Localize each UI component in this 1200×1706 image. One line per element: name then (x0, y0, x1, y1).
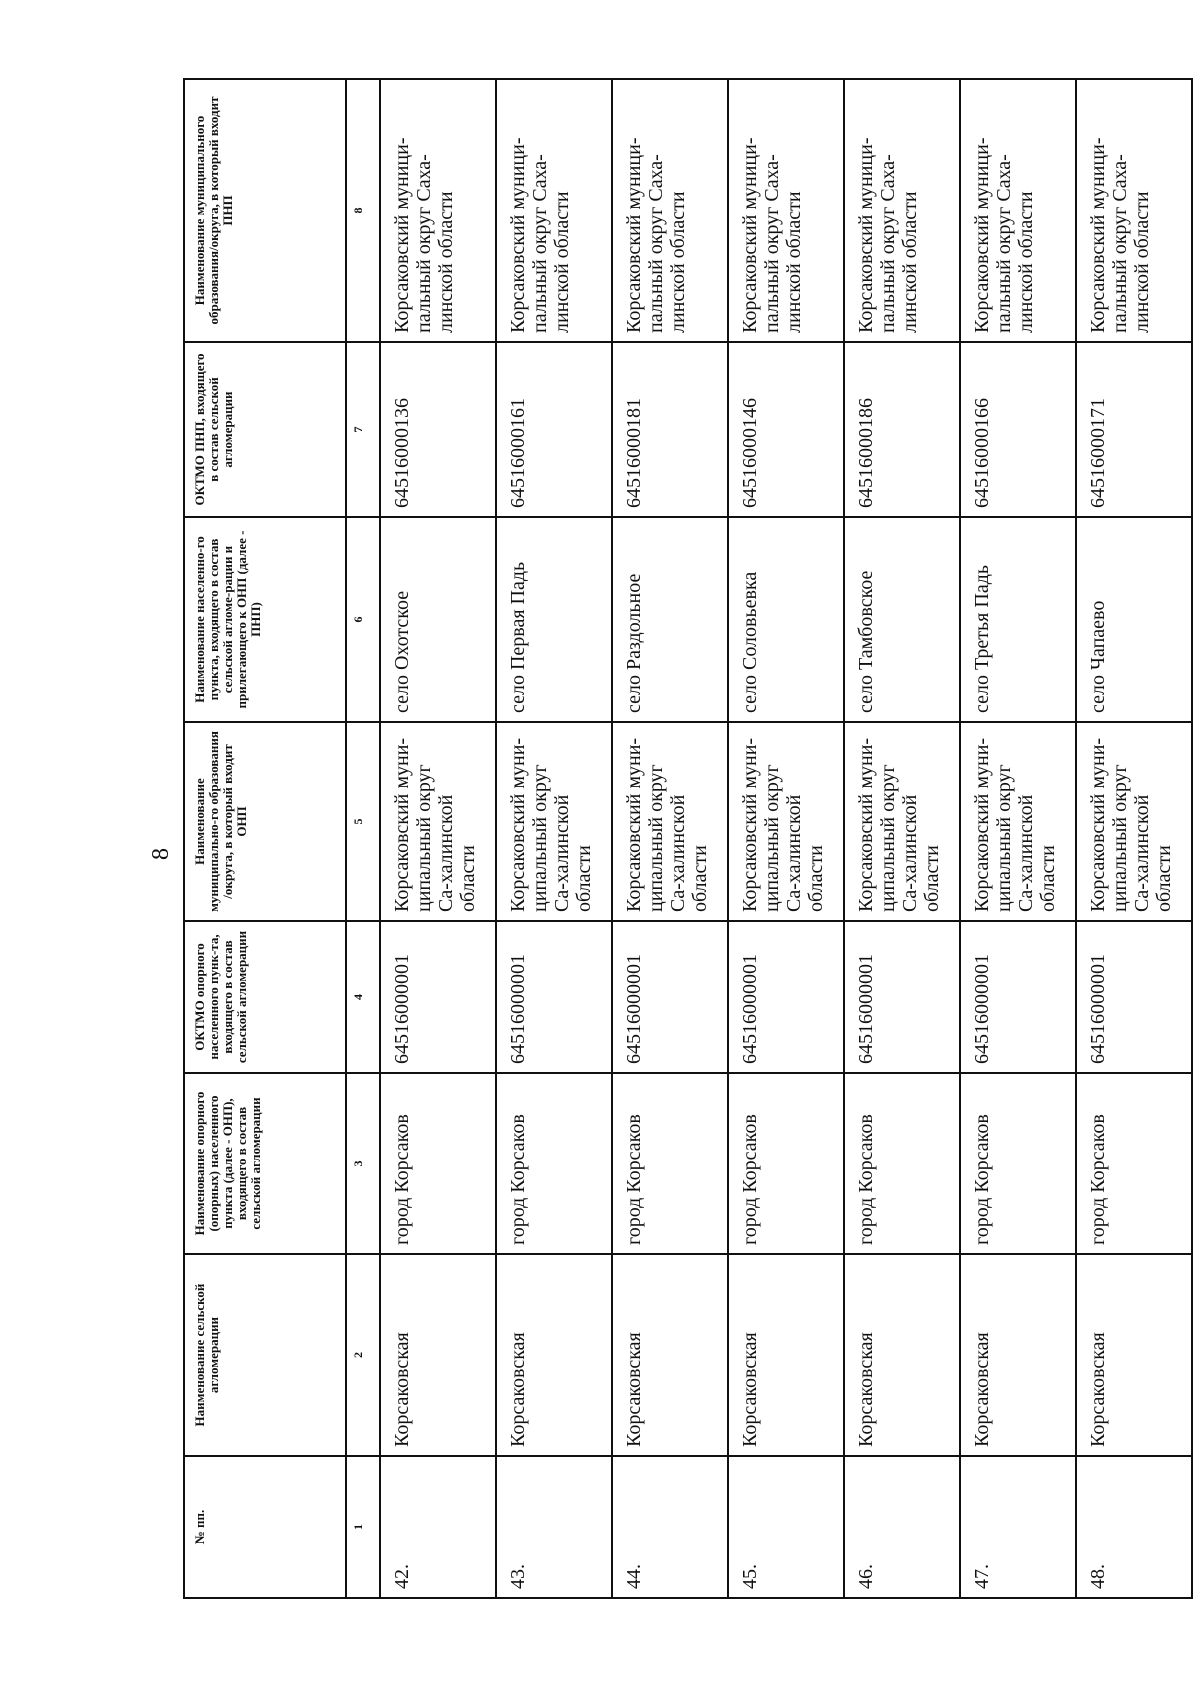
page-number: 8 (148, 848, 174, 860)
header-cell-core-municipality: Наименование муниципально-го образования /округа, в который входит ОНП (184, 722, 346, 921)
table-cell: 64516000001 (380, 921, 496, 1073)
table-cell: Корсаковская (844, 1254, 960, 1456)
header-cell-core-oktmo: ОКТМО опорного населенного пунк-та, входящего в состав сельской агломерации (184, 921, 346, 1073)
table-cell: Корсаковский муни-ципальный округ Са-халинской области (728, 722, 844, 921)
table-cell: 64516000186 (844, 342, 960, 517)
table-row (380, 79, 496, 1598)
table-cell: Корсаковская (960, 1254, 1076, 1456)
table-cell: Корсаковский муници-пальный округ Саха-линской области (844, 79, 960, 342)
header-cell-number: № пп. (184, 1456, 346, 1598)
table-frame (183, 80, 1175, 1599)
header-cell-adjacent-municipality: Наименование муниципального образования/округа, в который входит ПНП (184, 79, 346, 342)
table-cell: 64516000001 (728, 921, 844, 1073)
table-cell: город Корсаков (844, 1073, 960, 1254)
table-cell: Корсаковская (728, 1254, 844, 1456)
header-cell-agglomeration: Наименование сельской агломерации (184, 1254, 346, 1456)
table-cell: 64516000161 (496, 342, 612, 517)
table-cell: 64516000146 (728, 342, 844, 517)
table-row (1076, 79, 1192, 1598)
column-number-cell: 8 (346, 79, 380, 342)
table-cell: село Третья Падь (960, 517, 1076, 722)
table-cell: село Раздольное (612, 517, 728, 722)
table-cell: 42. (380, 1456, 496, 1598)
table-cell: Корсаковский муни-ципальный округ Са-халинской области (844, 722, 960, 921)
table-cell: село Охотское (380, 517, 496, 722)
table-cell: 64516000001 (960, 921, 1076, 1073)
column-number-cell: 1 (346, 1456, 380, 1598)
table-cell: город Корсаков (496, 1073, 612, 1254)
table-cell: Корсаковский муници-пальный округ Саха-линской области (612, 79, 728, 342)
table-row (960, 79, 1076, 1598)
table-row (496, 79, 612, 1598)
column-number-row (346, 79, 380, 1598)
table-cell: 64516000001 (844, 921, 960, 1073)
table-cell: село Чапаево (1076, 517, 1192, 722)
column-number-cell: 2 (346, 1254, 380, 1456)
table-cell: Корсаковская (1076, 1254, 1192, 1456)
table-cell: 64516000166 (960, 342, 1076, 517)
table-cell: 64516000001 (496, 921, 612, 1073)
table-cell: Корсаковский муни-ципальный округ Са-халинской области (612, 722, 728, 921)
table-cell: Корсаковская (380, 1254, 496, 1456)
table-cell: город Корсаков (960, 1073, 1076, 1254)
table-row (612, 79, 728, 1598)
table-cell: Корсаковский муници-пальный округ Саха-линской области (960, 79, 1076, 342)
table-cell: 64516000181 (612, 342, 728, 517)
table-cell: 64516000171 (1076, 342, 1192, 517)
table-cell: Корсаковский муници-пальный округ Саха-линской области (1076, 79, 1192, 342)
table-cell: село Тамбовское (844, 517, 960, 722)
table-cell: Корсаковский муници-пальный округ Саха-линской области (380, 79, 496, 342)
table-cell: 64516000001 (612, 921, 728, 1073)
table-cell: село Соловьевка (728, 517, 844, 722)
table-cell: город Корсаков (380, 1073, 496, 1254)
table-cell: Корсаковский муни-ципальный округ Са-халинской области (380, 722, 496, 921)
table-cell: город Корсаков (1076, 1073, 1192, 1254)
table-cell: Корсаковская (496, 1254, 612, 1456)
table-cell: Корсаковский муни-ципальный округ Са-халинской области (1076, 722, 1192, 921)
settlements-table (183, 78, 1193, 1599)
table-cell: 48. (1076, 1456, 1192, 1598)
table-cell: 46. (844, 1456, 960, 1598)
table-cell: 44. (612, 1456, 728, 1598)
header-row (184, 79, 346, 1598)
column-number-cell: 5 (346, 722, 380, 921)
table-row (844, 79, 960, 1598)
column-number-cell: 6 (346, 517, 380, 722)
table-cell: 43. (496, 1456, 612, 1598)
table-cell: город Корсаков (612, 1073, 728, 1254)
table-cell: Корсаковский муници-пальный округ Саха-линской области (728, 79, 844, 342)
column-number-cell: 7 (346, 342, 380, 517)
column-number-cell: 4 (346, 921, 380, 1073)
table-cell: 64516000136 (380, 342, 496, 517)
table-cell: город Корсаков (728, 1073, 844, 1254)
table-cell: Корсаковский муници-пальный округ Саха-линской области (496, 79, 612, 342)
table-row (728, 79, 844, 1598)
table-cell: 47. (960, 1456, 1076, 1598)
header-cell-adjacent-oktmo: ОКТМО ПНП, входящего в состав сельской агломерации (184, 342, 346, 517)
table-cell: село Первая Падь (496, 517, 612, 722)
table-cell: Корсаковский муни-ципальный округ Са-халинской области (496, 722, 612, 921)
table-cell: Корсаковская (612, 1254, 728, 1456)
table-cell: 64516000001 (1076, 921, 1192, 1073)
header-cell-core-settlement: Наименование опорного (опорных) населенного пункта (далее - ОНП), входящего в состав сельской агломерации (184, 1073, 346, 1254)
table-cell: Корсаковский муни-ципальный округ Са-халинской области (960, 722, 1076, 921)
column-number-cell: 3 (346, 1073, 380, 1254)
header-cell-adjacent-settlement: Наименование населенно-го пункта, входящего в состав сельской агломе-рации и прилегающего к ОНП (далее - ПНП) (184, 517, 346, 722)
table-cell: 45. (728, 1456, 844, 1598)
